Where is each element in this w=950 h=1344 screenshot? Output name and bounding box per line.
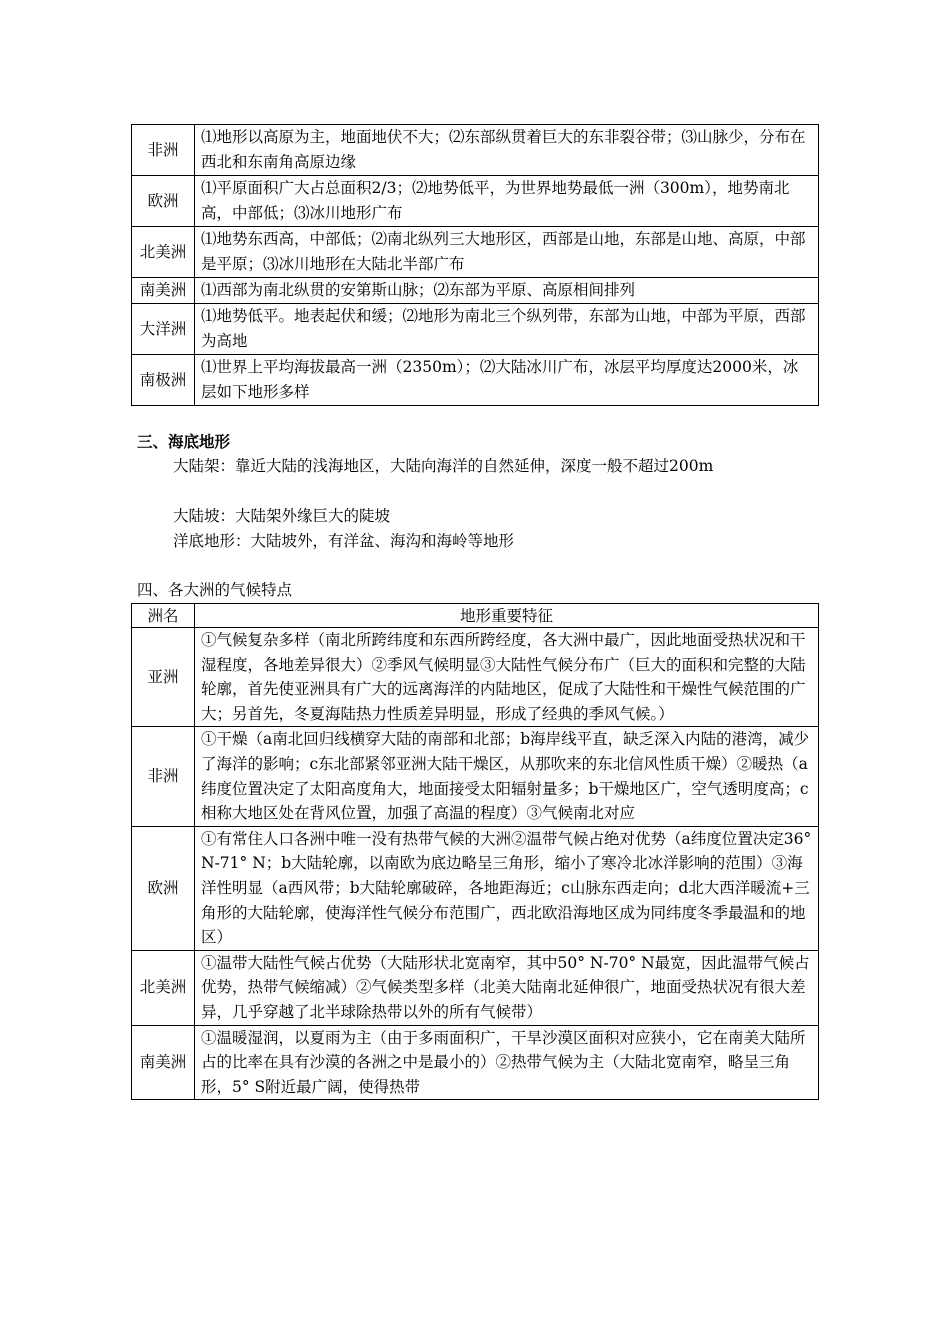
continent-name: 北美洲 <box>132 950 195 1025</box>
continent-name: 北美洲 <box>132 227 195 278</box>
table-row <box>132 125 819 176</box>
continent-name: 南美洲 <box>132 278 195 304</box>
section-3-title: 三、海底地形 <box>137 432 231 451</box>
continent-name: 亚洲 <box>132 628 195 727</box>
landform-table <box>131 124 819 406</box>
continent-name: 欧洲 <box>132 826 195 950</box>
table-row <box>132 727 819 826</box>
table-row <box>132 826 819 950</box>
table-row <box>132 355 819 406</box>
continent-name: 非洲 <box>132 125 195 176</box>
table-row <box>132 628 819 727</box>
ocean-floor-paragraph: 洋底地形：大陆坡外，有洋盆、海沟和海岭等地形 <box>173 532 515 550</box>
landform-feature: ⑴世界上平均海拔最高一洲（2350m）；⑵大陆冰川广布，冰层平均厚度达2000米，冰层如下地形多样 <box>195 355 819 406</box>
landform-feature: ⑴地形以高原为主，地面地伏不大；⑵东部纵贯着巨大的东非裂谷带；⑶山脉少，分布在西北和东南角高原边缘 <box>195 125 819 176</box>
landform-feature: ⑴地势低平。地表起伏和缓；⑵地形为南北三个纵列带，东部为山地，中部为平原，西部为高地 <box>195 304 819 355</box>
climate-feature: ①干燥（a南北回归线横穿大陆的南部和北部；b海岸线平直，缺乏深入内陆的港湾，减少了海洋的影响；c东北部紧邻亚洲大陆干燥区，从那吹来的东北信风性质干燥）②暖热（a纬度位置决定了太阳高度角大，地面接受太阳辐射量多；b干燥地区广，空气透明度高；c相称大地区处在背风位置，加强了高温的程度）③气候南北对应 <box>195 727 819 826</box>
table-row <box>132 1025 819 1100</box>
table-header-row <box>132 604 819 628</box>
table-row <box>132 278 819 304</box>
climate-feature: ①有常住人口各洲中唯一没有热带气候的大洲②温带气候占绝对优势（a纬度位置决定36° N-71° N；b大陆轮廓，以南欧为底边略呈三角形，缩小了寒冷北冰洋影响的范围）③海洋性明显（a西风带；b大陆轮廓破碎，各地距海近；c山脉东西走向；d北大西洋暖流+三角形的大陆轮廓，使海洋性气候分布范围广，西北欧沿海地区成为同纬度冬季最温和的地区） <box>195 826 819 950</box>
continent-name: 南极洲 <box>132 355 195 406</box>
continent-name: 欧洲 <box>132 176 195 227</box>
table-row <box>132 950 819 1025</box>
header-feature: 地形重要特征 <box>195 604 819 628</box>
continental-slope-paragraph: 大陆坡：大陆架外缘巨大的陡坡 <box>173 507 391 525</box>
table-row <box>132 176 819 227</box>
climate-feature: ①温暖湿润，以夏雨为主（由于多雨面积广，干旱沙漠区面积对应狭小，它在南美大陆所占的比率在具有沙漠的各洲之中是最小的）②热带气候为主（大陆北宽南窄，略呈三角形，5° S附近最广阔，使得热带 <box>195 1025 819 1100</box>
climate-table <box>131 603 819 1100</box>
continent-name: 南美洲 <box>132 1025 195 1100</box>
continent-name: 大洋洲 <box>132 304 195 355</box>
section-4-title: 四、各大洲的气候特点 <box>137 581 293 599</box>
continental-shelf-paragraph: 大陆架：靠近大陆的浅海地区，大陆向海洋的自然延伸，深度一般不超过200m <box>173 457 714 475</box>
climate-feature: ①气候复杂多样（南北所跨纬度和东西所跨经度，各大洲中最广，因此地面受热状况和干湿程度，各地差异很大）②季风气候明显③大陆性气候分布广（巨大的面积和完整的大陆轮廓，首先使亚洲具有广大的远离海洋的内陆地区，促成了大陆性和干燥性气候范围的广大；另首先，冬夏海陆热力性质差异明显，形成了经典的季风气候。） <box>195 628 819 727</box>
continent-name: 非洲 <box>132 727 195 826</box>
landform-feature: ⑴地势东西高，中部低；⑵南北纵列三大地形区，西部是山地，东部是山地、高原，中部是平原；⑶冰川地形在大陆北半部广布 <box>195 227 819 278</box>
landform-feature: ⑴西部为南北纵贯的安第斯山脉；⑵东部为平原、高原相间排列 <box>195 278 819 304</box>
climate-feature: ①温带大陆性气候占优势（大陆形状北宽南窄，其中50° N-70° N最宽，因此温带气候占优势，热带气候缩减）②气候类型多样（北美大陆南北延伸很广，地面受热状况有很大差异，几乎穿越了北半球除热带以外的所有气候带） <box>195 950 819 1025</box>
table-row <box>132 227 819 278</box>
landform-feature: ⑴平原面积广大占总面积2/3；⑵地势低平，为世界地势最低一洲（300m），地势南北高，中部低；⑶冰川地形广布 <box>195 176 819 227</box>
table-row <box>132 304 819 355</box>
header-continent: 洲名 <box>132 604 195 628</box>
